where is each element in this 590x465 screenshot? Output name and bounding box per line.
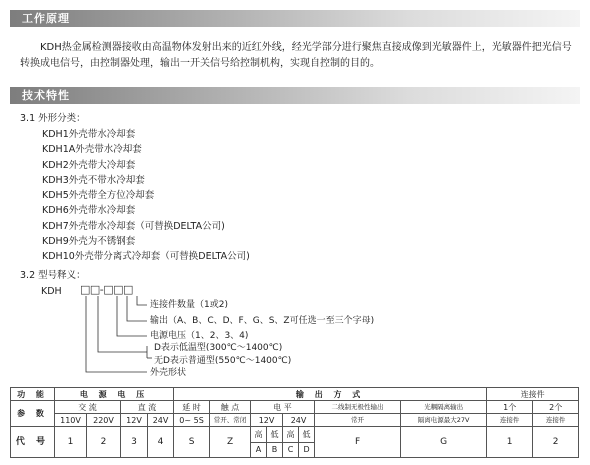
- table-row: [11, 401, 579, 414]
- model-code-boxes: □□-□□□: [80, 283, 133, 296]
- table-cell: F: [315, 427, 401, 458]
- table-cell: 交 流: [55, 401, 121, 414]
- table-cell: A: [251, 442, 267, 458]
- table-cell: 1: [55, 427, 87, 458]
- table-cell: 低: [267, 427, 283, 443]
- list-item: KDH2外壳带大冷却套: [42, 159, 136, 171]
- table-cell: 参 数: [11, 401, 55, 427]
- table-cell: 直 流: [121, 401, 174, 414]
- table-cell: 连接件: [533, 414, 579, 427]
- section-header-technical-features: 技术特性: [10, 87, 580, 104]
- shape-heading: 3.1 外形分类：: [20, 113, 86, 124]
- table-cell: 功 能: [11, 388, 55, 401]
- model-label-low-temp: D表示低温型(300℃～1400℃): [154, 343, 283, 353]
- table-cell: 2: [533, 427, 579, 458]
- model-prefix: KDH: [41, 286, 62, 297]
- table-cell: 低: [299, 427, 315, 443]
- list-item: KDH9外壳为不锈钢套: [42, 236, 136, 248]
- table-cell: 光耦隔离输出: [401, 401, 487, 414]
- table-cell: B: [267, 442, 283, 458]
- table-cell: 3: [121, 427, 148, 458]
- table-row: [11, 388, 579, 401]
- table-cell: 电 源 电 压: [55, 388, 174, 401]
- table-row: [11, 427, 579, 443]
- list-item: KDH7外壳带水冷却套（可替换DELTA公司): [42, 220, 225, 232]
- table-cell: 12V: [251, 414, 283, 427]
- working-principle-paragraph: KDH热金属检测器接收由高温物体发射出来的近红外线，经光学部分进行聚焦直接成像到光敏器件上，光敏器件把光信号转换成电信号，由控制器处理，输出一开关信号给控制机构，实现自控制的目的。: [20, 42, 572, 69]
- table-cell: 2: [87, 427, 121, 458]
- table-cell: D: [299, 442, 315, 458]
- table-cell: 24V: [148, 414, 174, 427]
- model-label-output: 输出（A、B、C、D、F、G、S、Z可任选一至三个字母): [150, 316, 375, 326]
- table-cell: 1: [487, 427, 533, 458]
- model-label-connector: 连接件数量（1或2): [150, 300, 228, 310]
- table-cell: 输 出 方 式: [174, 388, 487, 401]
- table-cell: 连接件: [487, 414, 533, 427]
- list-item: KDH5外壳带全方位冷却套: [42, 190, 155, 202]
- table-row: [11, 414, 579, 427]
- list-item: KDH1外壳带水冷却套: [42, 129, 136, 140]
- model-label-normal: 无D表示普通型(550℃～1400℃): [154, 356, 292, 366]
- model-label-shell: 外壳形状: [150, 368, 187, 378]
- table-cell: S: [174, 427, 210, 458]
- table-cell: 12V: [121, 414, 148, 427]
- model-label-voltage: 电源电压（1、2、3、4): [150, 331, 249, 341]
- spec-table: [10, 387, 579, 458]
- table-cell: 110V: [55, 414, 87, 427]
- table-cell: 电 平: [251, 401, 315, 414]
- table-cell: G: [401, 427, 487, 458]
- table-cell: 高: [283, 427, 299, 443]
- section-header-working-principle: 工作原理: [10, 10, 580, 27]
- table-cell: 代 号: [11, 427, 55, 458]
- table-cell: 2个: [533, 401, 579, 414]
- table-cell: 24V: [283, 414, 315, 427]
- table-cell: 连接件: [487, 388, 579, 401]
- table-cell: 隔离电源最大27V: [401, 414, 487, 427]
- table-cell: 高: [251, 427, 267, 443]
- table-cell: 二线制无极性输出: [315, 401, 401, 414]
- table-cell: 常开、常闭: [210, 414, 251, 427]
- list-item: KDH6外壳带水冷却套: [42, 205, 136, 217]
- list-item: KDH10外壳带分离式冷却套（可替换DELTA公司): [42, 251, 250, 263]
- table-cell: 触 点: [210, 401, 251, 414]
- table-cell: 0~ 5S: [174, 414, 210, 427]
- table-cell: 延 时: [174, 401, 210, 414]
- model-heading: 3.2 型号释义：: [20, 270, 86, 281]
- table-cell: C: [283, 442, 299, 458]
- list-item: KDH3外壳不带水冷却套: [42, 174, 145, 186]
- table-cell: Z: [210, 427, 251, 458]
- table-cell: 常开: [315, 414, 401, 427]
- table-cell: 4: [148, 427, 174, 458]
- list-item: KDH1A外壳带水冷却套: [42, 144, 142, 156]
- table-cell: 1个: [487, 401, 533, 414]
- table-cell: 220V: [87, 414, 121, 427]
